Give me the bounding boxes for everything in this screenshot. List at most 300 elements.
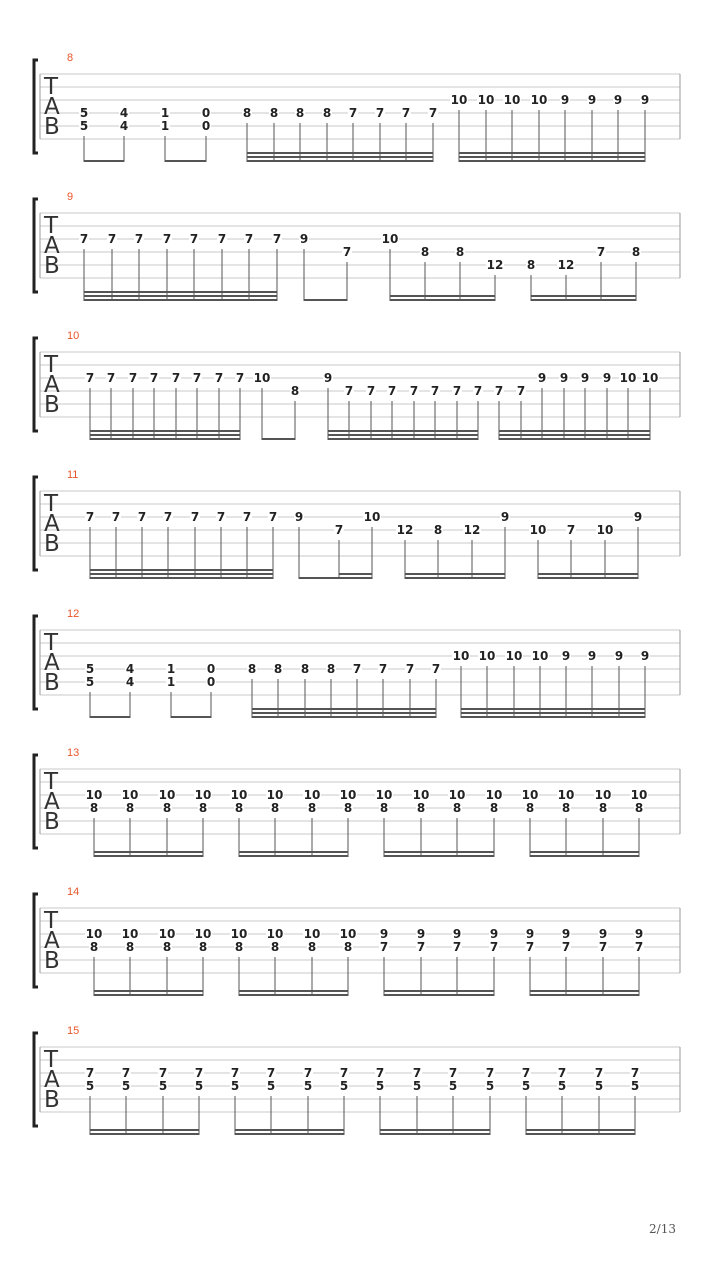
tab-system — [34, 747, 680, 857]
measure-number: 15 — [67, 1025, 80, 1037]
fret-number: 7 — [121, 1066, 131, 1080]
note-beam — [90, 716, 130, 718]
fret-number: 8 — [634, 801, 644, 815]
fret-number: 7 — [303, 1066, 313, 1080]
tab-clef-letter: A — [44, 372, 60, 398]
note-beam — [405, 577, 505, 579]
system-bracket — [34, 1033, 38, 1126]
fret-number: 9 — [614, 649, 624, 663]
note-beam — [530, 994, 639, 996]
tab-clef-letter: B — [44, 253, 60, 279]
measure-number: 13 — [67, 747, 80, 759]
fret-number: 1 — [160, 119, 170, 133]
fret-number: 12 — [486, 258, 504, 272]
note-beam — [94, 994, 203, 996]
fret-number: 10 — [381, 232, 399, 246]
fret-number: 5 — [339, 1079, 349, 1093]
fret-number: 8 — [307, 940, 317, 954]
note-beam — [90, 430, 240, 432]
fret-number: 9 — [294, 510, 304, 524]
fret-number: 7 — [190, 510, 200, 524]
fret-number: 10 — [485, 788, 503, 802]
fret-number: 9 — [580, 371, 590, 385]
fret-number: 7 — [214, 371, 224, 385]
note-beam — [531, 299, 636, 301]
fret-number: 7 — [339, 1066, 349, 1080]
fret-number: 8 — [525, 801, 535, 815]
fret-number: 7 — [557, 1066, 567, 1080]
fret-number: 0 — [206, 662, 216, 676]
fret-number: 5 — [79, 106, 89, 120]
fret-number: 10 — [339, 788, 357, 802]
tab-clef-letter: T — [44, 352, 59, 378]
fret-number: 7 — [348, 106, 358, 120]
note-beam — [384, 990, 494, 992]
fret-number: 7 — [268, 510, 278, 524]
fret-number: 7 — [366, 384, 376, 398]
note-beam — [390, 295, 495, 297]
fret-number: 5 — [85, 662, 95, 676]
fret-number: 9 — [379, 927, 389, 941]
tab-clef-letter: B — [44, 392, 60, 418]
fret-number: 7 — [416, 940, 426, 954]
note-beam — [384, 851, 494, 853]
note-beam — [461, 716, 645, 718]
fret-number: 10 — [375, 788, 393, 802]
fret-number: 7 — [272, 232, 282, 246]
fret-number: 7 — [430, 384, 440, 398]
fret-number: 7 — [189, 232, 199, 246]
fret-number: 7 — [594, 1066, 604, 1080]
fret-number: 8 — [598, 801, 608, 815]
tab-clef-letter: B — [44, 809, 60, 835]
fret-number: 5 — [121, 1079, 131, 1093]
fret-number: 10 — [630, 788, 648, 802]
fret-number: 10 — [619, 371, 637, 385]
note-beam — [239, 851, 348, 853]
system-bracket — [34, 755, 38, 848]
fret-number: 7 — [216, 510, 226, 524]
fret-number: 9 — [489, 927, 499, 941]
fret-number: 8 — [526, 258, 536, 272]
measure-number: 14 — [67, 886, 80, 898]
fret-number: 8 — [307, 801, 317, 815]
fret-number: 10 — [557, 788, 575, 802]
fret-number: 5 — [303, 1079, 313, 1093]
fret-number: 10 — [85, 927, 103, 941]
note-beam — [328, 438, 478, 440]
fret-number: 7 — [342, 245, 352, 259]
tab-system — [34, 330, 680, 440]
fret-number: 5 — [448, 1079, 458, 1093]
note-beam — [171, 716, 211, 718]
fret-number: 7 — [473, 384, 483, 398]
fret-number: 9 — [323, 371, 333, 385]
fret-number: 7 — [409, 384, 419, 398]
fret-number: 10 — [529, 523, 547, 537]
fret-number: 9 — [633, 510, 643, 524]
note-beam — [252, 712, 436, 714]
note-beam — [235, 1129, 344, 1131]
fret-number: 10 — [477, 93, 495, 107]
fret-number: 7 — [134, 232, 144, 246]
fret-number: 0 — [201, 119, 211, 133]
fret-number: 5 — [85, 675, 95, 689]
fret-number: 7 — [428, 106, 438, 120]
fret-number: 7 — [379, 940, 389, 954]
note-beam — [530, 855, 639, 857]
note-beam — [339, 573, 372, 575]
fret-number: 7 — [485, 1066, 495, 1080]
fret-number: 8 — [290, 384, 300, 398]
fret-number: 10 — [596, 523, 614, 537]
note-beam — [247, 160, 433, 162]
fret-number: 8 — [420, 245, 430, 259]
fret-number: 10 — [303, 927, 321, 941]
fret-number: 10 — [450, 93, 468, 107]
note-beam — [328, 434, 478, 436]
fret-number: 7 — [334, 523, 344, 537]
fret-number: 7 — [598, 940, 608, 954]
tab-clef-letter: B — [44, 531, 60, 557]
note-beam — [380, 1133, 490, 1135]
fret-number: 10 — [266, 927, 284, 941]
note-beam — [247, 156, 433, 158]
fret-number: 8 — [242, 106, 252, 120]
fret-number: 10 — [412, 788, 430, 802]
fret-number: 7 — [452, 384, 462, 398]
fret-number: 10 — [230, 927, 248, 941]
fret-number: 10 — [266, 788, 284, 802]
fret-number: 9 — [602, 371, 612, 385]
fret-number: 5 — [412, 1079, 422, 1093]
system-bracket — [34, 477, 38, 570]
tab-clef-letter: T — [44, 908, 59, 934]
note-beam — [459, 156, 645, 158]
note-beam — [461, 708, 645, 710]
note-beam — [499, 430, 650, 432]
fret-number: 7 — [194, 1066, 204, 1080]
note-beam — [380, 1129, 490, 1131]
fret-number: 10 — [194, 788, 212, 802]
fret-number: 7 — [489, 940, 499, 954]
fret-number: 8 — [125, 801, 135, 815]
fret-number: 9 — [416, 927, 426, 941]
fret-number: 9 — [452, 927, 462, 941]
fret-number: 9 — [587, 649, 597, 663]
fret-number: 9 — [525, 927, 535, 941]
fret-number: 8 — [234, 940, 244, 954]
note-beam — [94, 990, 203, 992]
measure-number: 9 — [67, 191, 74, 203]
fret-number: 5 — [485, 1079, 495, 1093]
tab-clef-letter: T — [44, 769, 59, 795]
tab-clef-letter: A — [44, 233, 60, 259]
fret-number: 7 — [494, 384, 504, 398]
measure-number: 10 — [67, 330, 80, 342]
fret-number: 10 — [531, 649, 549, 663]
fret-number: 10 — [521, 788, 539, 802]
fret-number: 1 — [166, 662, 176, 676]
fret-number: 9 — [640, 649, 650, 663]
fret-number: 9 — [537, 371, 547, 385]
tab-clef-letter: B — [44, 948, 60, 974]
note-beam — [235, 1133, 344, 1135]
tab-clef-letter: A — [44, 1067, 60, 1093]
fret-number: 7 — [448, 1066, 458, 1080]
fret-number: 10 — [505, 649, 523, 663]
fret-number: 9 — [559, 371, 569, 385]
tab-clef-letter: A — [44, 94, 60, 120]
note-beam — [84, 160, 124, 162]
fret-number: 8 — [270, 801, 280, 815]
fret-number: 8 — [489, 801, 499, 815]
note-beam — [239, 990, 348, 992]
note-beam — [165, 160, 206, 162]
measure-number: 12 — [67, 608, 80, 620]
fret-number: 7 — [431, 662, 441, 676]
fret-number: 12 — [396, 523, 414, 537]
note-beam — [262, 438, 295, 440]
note-beam — [90, 1133, 199, 1135]
system-bracket — [34, 616, 38, 709]
fret-number: 9 — [299, 232, 309, 246]
note-beam — [299, 577, 372, 579]
fret-number: 10 — [85, 788, 103, 802]
fret-number: 7 — [217, 232, 227, 246]
fret-number: 9 — [598, 927, 608, 941]
tab-clef-letter: T — [44, 491, 59, 517]
system-bracket — [34, 199, 38, 292]
fret-number: 5 — [79, 119, 89, 133]
measure-number: 8 — [67, 52, 74, 64]
fret-number: 9 — [613, 93, 623, 107]
measure-number: 11 — [67, 469, 79, 481]
fret-number: 7 — [149, 371, 159, 385]
note-beam — [530, 990, 639, 992]
fret-number: 5 — [158, 1079, 168, 1093]
note-beam — [405, 573, 505, 575]
fret-number: 7 — [516, 384, 526, 398]
fret-number: 7 — [375, 1066, 385, 1080]
fret-number: 9 — [634, 927, 644, 941]
fret-number: 8 — [295, 106, 305, 120]
note-beam — [390, 299, 495, 301]
tab-system — [34, 608, 680, 718]
fret-number: 5 — [194, 1079, 204, 1093]
note-beam — [531, 295, 636, 297]
fret-number: 10 — [478, 649, 496, 663]
fret-number: 9 — [560, 93, 570, 107]
fret-number: 12 — [557, 258, 575, 272]
fret-number: 7 — [452, 940, 462, 954]
fret-number: 7 — [352, 662, 362, 676]
fret-number: 9 — [561, 649, 571, 663]
fret-number: 7 — [85, 510, 95, 524]
note-beam — [94, 851, 203, 853]
note-beam — [252, 708, 436, 710]
fret-number: 10 — [158, 788, 176, 802]
fret-number: 10 — [448, 788, 466, 802]
fret-number: 7 — [566, 523, 576, 537]
fret-number: 7 — [171, 371, 181, 385]
fret-number: 5 — [266, 1079, 276, 1093]
tab-system — [34, 886, 680, 996]
tab-clef-letter: A — [44, 928, 60, 954]
note-beam — [461, 712, 645, 714]
fret-number: 8 — [247, 662, 257, 676]
fret-number: 7 — [158, 1066, 168, 1080]
fret-number: 7 — [106, 371, 116, 385]
fret-number: 7 — [192, 371, 202, 385]
tab-clef-letter: B — [44, 670, 60, 696]
note-beam — [384, 994, 494, 996]
fret-number: 8 — [300, 662, 310, 676]
note-beam — [499, 438, 650, 440]
tab-clef-letter: T — [44, 213, 59, 239]
note-beam — [84, 299, 277, 301]
fret-number: 10 — [121, 927, 139, 941]
note-beam — [526, 1129, 635, 1131]
fret-number: 10 — [339, 927, 357, 941]
fret-number: 8 — [322, 106, 332, 120]
fret-number: 10 — [158, 927, 176, 941]
note-beam — [499, 434, 650, 436]
fret-number: 8 — [343, 940, 353, 954]
fret-number: 10 — [194, 927, 212, 941]
fret-number: 8 — [198, 940, 208, 954]
fret-number: 1 — [166, 675, 176, 689]
fret-number: 7 — [137, 510, 147, 524]
fret-number: 8 — [234, 801, 244, 815]
fret-number: 7 — [230, 1066, 240, 1080]
fret-number: 5 — [630, 1079, 640, 1093]
fret-number: 10 — [530, 93, 548, 107]
fret-number: 9 — [640, 93, 650, 107]
fret-number: 8 — [326, 662, 336, 676]
note-beam — [538, 577, 638, 579]
note-beam — [526, 1133, 635, 1135]
note-beam — [94, 855, 203, 857]
system-bracket — [34, 338, 38, 431]
fret-number: 10 — [121, 788, 139, 802]
fret-number: 7 — [525, 940, 535, 954]
note-beam — [328, 430, 478, 432]
fret-number: 10 — [253, 371, 271, 385]
fret-number: 8 — [343, 801, 353, 815]
tab-clef-letter: T — [44, 630, 59, 656]
note-beam — [247, 152, 433, 154]
fret-number: 5 — [375, 1079, 385, 1093]
fret-number: 7 — [412, 1066, 422, 1080]
fret-number: 7 — [266, 1066, 276, 1080]
fret-number: 7 — [85, 371, 95, 385]
fret-number: 0 — [201, 106, 211, 120]
fret-number: 8 — [162, 801, 172, 815]
fret-number: 7 — [235, 371, 245, 385]
fret-number: 7 — [85, 1066, 95, 1080]
tab-system — [34, 191, 680, 301]
fret-number: 8 — [631, 245, 641, 259]
note-beam — [239, 994, 348, 996]
fret-number: 7 — [111, 510, 121, 524]
fret-number: 7 — [521, 1066, 531, 1080]
fret-number: 8 — [162, 940, 172, 954]
fret-number: 8 — [433, 523, 443, 537]
tab-clef-letter: B — [44, 114, 60, 140]
fret-number: 9 — [561, 927, 571, 941]
note-beam — [90, 438, 240, 440]
fret-number: 7 — [244, 232, 254, 246]
fret-number: 5 — [557, 1079, 567, 1093]
fret-number: 7 — [634, 940, 644, 954]
fret-number: 7 — [401, 106, 411, 120]
fret-number: 0 — [206, 675, 216, 689]
fret-number: 8 — [89, 940, 99, 954]
fret-number: 4 — [125, 662, 135, 676]
fret-number: 8 — [198, 801, 208, 815]
note-beam — [90, 1129, 199, 1131]
fret-number: 7 — [405, 662, 415, 676]
fret-number: 5 — [85, 1079, 95, 1093]
fret-number: 12 — [463, 523, 481, 537]
fret-number: 8 — [416, 801, 426, 815]
note-beam — [304, 299, 347, 301]
fret-number: 7 — [596, 245, 606, 259]
tab-clef-letter: A — [44, 789, 60, 815]
tab-system — [34, 1025, 680, 1135]
fret-number: 8 — [379, 801, 389, 815]
system-bracket — [34, 60, 38, 153]
fret-number: 8 — [561, 801, 571, 815]
fret-number: 10 — [303, 788, 321, 802]
note-beam — [459, 160, 645, 162]
note-beam — [84, 295, 277, 297]
tab-clef-letter: T — [44, 74, 59, 100]
note-beam — [239, 855, 348, 857]
fret-number: 8 — [455, 245, 465, 259]
note-beam — [90, 434, 240, 436]
fret-number: 10 — [503, 93, 521, 107]
note-beam — [384, 855, 494, 857]
note-beam — [252, 716, 436, 718]
note-beam — [538, 573, 638, 575]
system-bracket — [34, 894, 38, 987]
fret-number: 4 — [119, 119, 129, 133]
fret-number: 9 — [500, 510, 510, 524]
fret-number: 4 — [125, 675, 135, 689]
fret-number: 7 — [344, 384, 354, 398]
tab-system — [34, 469, 680, 579]
fret-number: 7 — [128, 371, 138, 385]
fret-number: 8 — [89, 801, 99, 815]
tab-clef-letter: T — [44, 1047, 59, 1073]
tab-clef-letter: A — [44, 511, 60, 537]
fret-number: 10 — [452, 649, 470, 663]
fret-number: 10 — [641, 371, 659, 385]
note-beam — [530, 851, 639, 853]
fret-number: 5 — [230, 1079, 240, 1093]
note-beam — [90, 577, 273, 579]
fret-number: 10 — [230, 788, 248, 802]
note-beam — [84, 291, 277, 293]
fret-number: 1 — [160, 106, 170, 120]
fret-number: 5 — [594, 1079, 604, 1093]
fret-number: 7 — [163, 510, 173, 524]
tab-system — [34, 52, 680, 162]
fret-number: 7 — [630, 1066, 640, 1080]
fret-number: 7 — [162, 232, 172, 246]
